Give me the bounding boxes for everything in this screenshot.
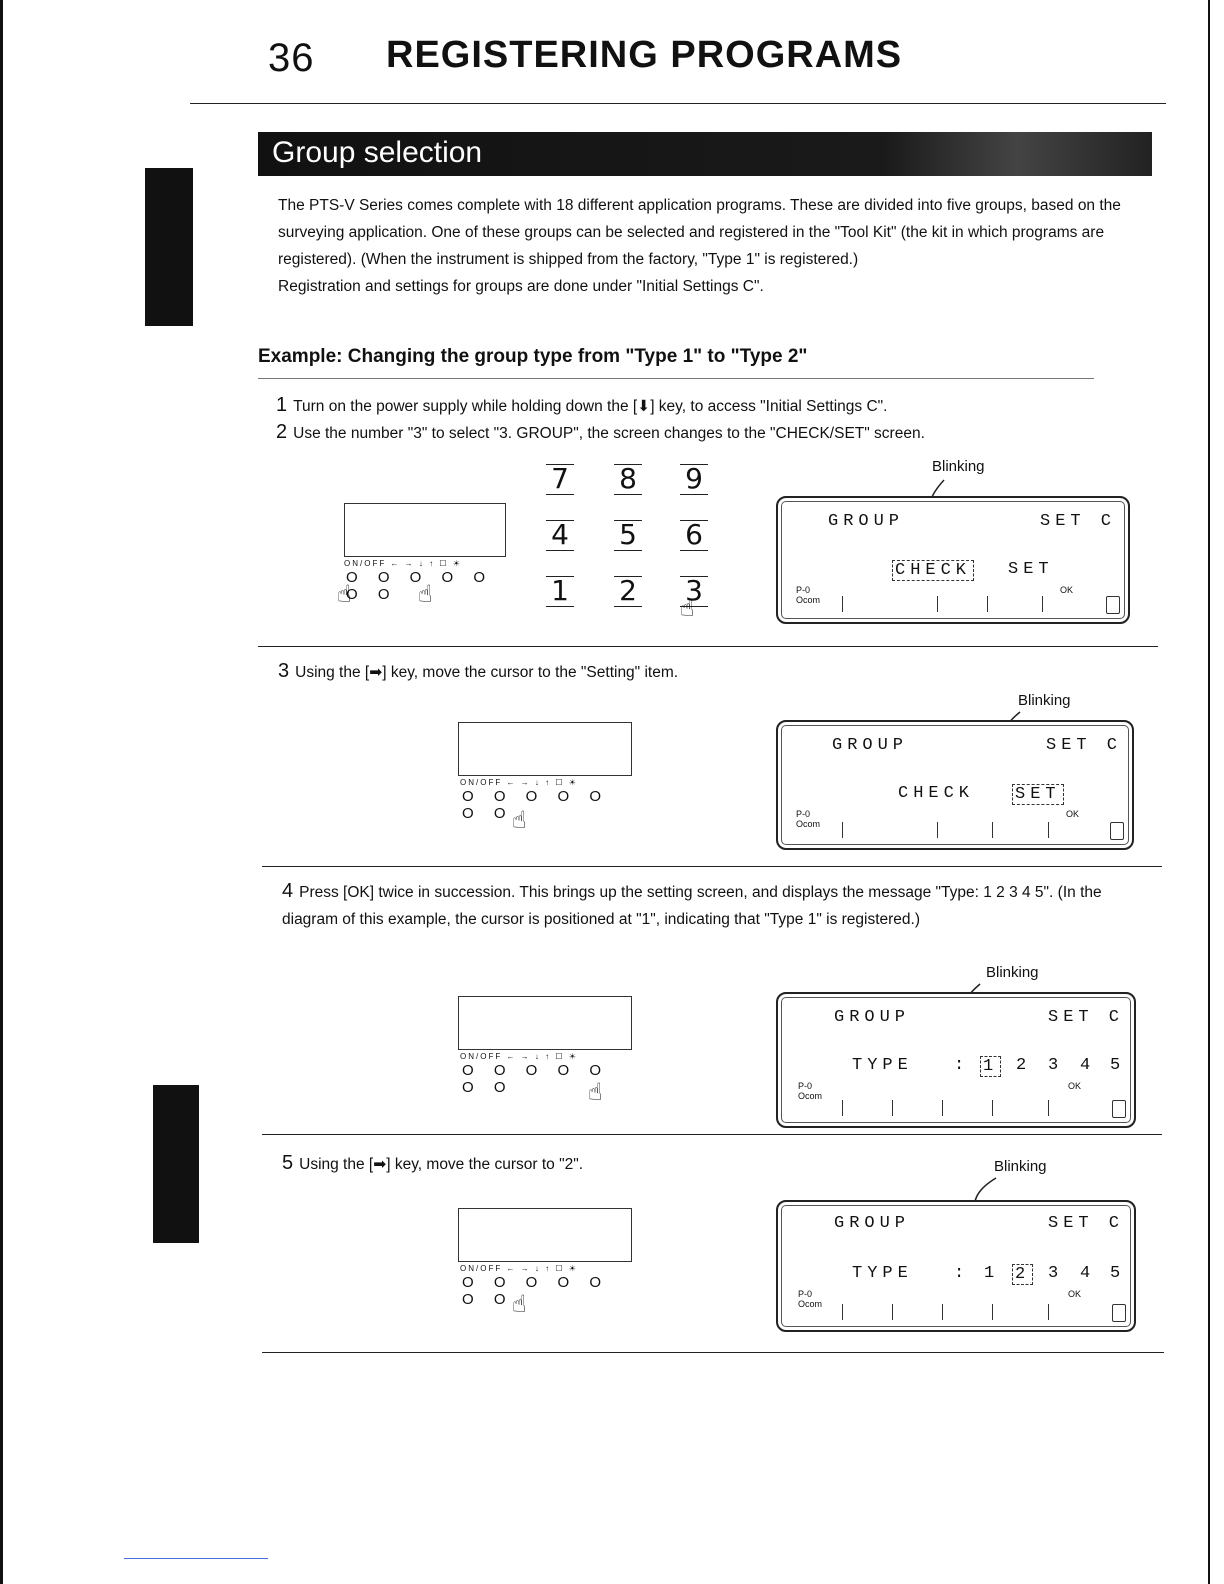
header-rule [190,103,1166,104]
step-1 [276,392,1156,420]
lcd-ocom: Ocom [796,819,821,829]
lcd-type-option-1-cursor: 1 [980,1056,1001,1077]
step-4 [282,878,1144,933]
intro-text [278,192,1144,300]
lcd-softkey-dividers [842,594,1058,612]
example-rule [258,378,1094,379]
lcd-ok: OK [1066,809,1080,819]
section-title: Group selection [272,136,483,169]
lcd-softkey-dividers [842,820,1062,838]
instrument-buttons: O O O O O O O [346,569,494,603]
step-number: 3 [278,660,290,682]
lcd-type-option-4: 4 [1080,1056,1096,1075]
page-number: 36 [268,36,315,80]
lcd-type-option-3: 3 [1048,1056,1064,1075]
lcd-ocom: Ocom [798,1299,823,1309]
lcd-p0: P-0 [796,809,811,819]
step-text: Using the [➡] key, move the cursor to the "Setting" item. [295,664,679,681]
intro-paragraph: The PTS-V Series comes complete with 18 different application programs. These are divided into five groups, based on the surveying application. One of these groups can be selected and registered in the "Tool Kit" (the kit in which programs are registered). (When the instrument is shipped from the factory, "Type 1" is registered.) [278,197,1121,268]
instrument-sketch [456,1200,636,1308]
instrument-key-labels: ON/OFF ← → ↓ ↑ ☐ ☀ [460,778,578,787]
instrument-screen [458,1208,632,1262]
lcd-screen-check-set [776,496,1130,624]
lcd-p0: P-0 [798,1289,813,1299]
divider [258,646,1158,647]
lcd-type-option-4: 4 [1080,1264,1096,1283]
instrument-key-labels: ON/OFF ← → ↓ ↑ ☐ ☀ [344,559,462,568]
memo-icon [1112,1304,1126,1322]
lcd-set: SET [1008,560,1054,579]
step-number: 1 [276,394,288,416]
lcd-set-c: SET C [1046,736,1123,755]
lcd-group: GROUP [832,736,909,755]
lcd-ok: OK [1068,1081,1082,1091]
instrument-screen [458,722,632,776]
lcd-check: CHECK [898,784,975,803]
lcd-type-option-5: 5 [1110,1056,1126,1075]
lcd-softkey-dividers [842,1098,1064,1116]
hand-pointer-icon: ☝ [680,595,695,622]
page-left-edge [0,0,3,1584]
lcd-set-c: SET C [1048,1008,1125,1027]
instrument-buttons: O O O O O O O [462,788,610,822]
lcd-screen-type-1 [776,992,1136,1128]
divider [262,866,1162,867]
instrument-sketch [456,992,636,1096]
lcd-colon: : [954,1056,970,1075]
lcd-colon: : [954,1264,970,1283]
step-3 [278,658,1158,686]
lcd-type-option-5: 5 [1110,1264,1126,1283]
blinking-label: Blinking [986,964,1039,981]
key-9: 9 [674,462,714,495]
lcd-type: TYPE [852,1264,913,1283]
blinking-label: Blinking [1018,692,1071,709]
lcd-ocom: Ocom [798,1091,823,1101]
lcd-ocom: Ocom [796,595,821,605]
step-number: 4 [282,880,294,902]
page-title: REGISTERING PROGRAMS [386,34,903,76]
lcd-type-option-1: 1 [984,1264,1000,1283]
lcd-group: GROUP [834,1008,911,1027]
instrument-buttons: O O O O O O O [462,1062,610,1096]
divider [262,1134,1162,1135]
lcd-set-cursor: SET [1012,784,1064,805]
lcd-p0: P-0 [798,1081,813,1091]
lcd-p0: P-0 [796,585,811,595]
lcd-check-cursor: CHECK [892,560,974,581]
lcd-ok: OK [1060,585,1074,595]
hand-pointer-icon: ☝ [418,581,433,608]
key-3: 3 [674,574,714,607]
step-number: 2 [276,421,288,443]
key-4: 4 [540,518,580,551]
hand-pointer-icon: ☝ [512,1291,527,1318]
lcd-group: GROUP [834,1214,911,1233]
hand-pointer-icon: ☝ [588,1079,603,1106]
key-7: 7 [540,462,580,495]
instrument-key-labels: ON/OFF ← → ↓ ↑ ☐ ☀ [460,1052,578,1061]
step-2 [276,419,1156,447]
side-tab-bottom [153,1085,199,1243]
key-6: 6 [674,518,714,551]
lcd-type: TYPE [852,1056,913,1075]
step-text: Press [OK] twice in succession. This brings up the setting screen, and displays the message "Type: 1 2 3 4 5". (In the diagram of this example, the cursor is positioned at "1", indicating that "Type 1" is registered.) [282,884,1102,928]
key-2: 2 [608,574,648,607]
key-5: 5 [608,518,648,551]
lcd-type-option-3: 3 [1048,1264,1064,1283]
lcd-type-option-2-cursor: 2 [1012,1264,1033,1285]
divider [262,1352,1164,1353]
instrument-screen [458,996,632,1050]
intro-paragraph: Registration and settings for groups are done under "Initial Settings C". [278,278,764,295]
instrument-sketch [456,718,636,822]
key-1: 1 [540,574,580,607]
blinking-label: Blinking [932,458,985,475]
example-heading: Example: Changing the group type from "Type 1" to "Type 2" [258,346,808,367]
lcd-softkey-dividers [842,1302,1064,1320]
page-right-edge [1208,0,1210,1584]
memo-icon [1106,596,1120,614]
lcd-screen-type-2 [776,1200,1136,1332]
lcd-set-c: SET C [1048,1214,1125,1233]
instrument-key-labels: ON/OFF ← → ↓ ↑ ☐ ☀ [460,1264,578,1273]
lcd-set-c: SET C [1040,512,1117,531]
step-number: 5 [282,1152,294,1174]
step-text: Using the [➡] key, move the cursor to "2". [299,1156,583,1173]
hand-pointer-icon: ☝ [337,581,352,608]
side-tab-top [145,168,193,326]
blinking-label: Blinking [994,1158,1047,1175]
hand-pointer-icon: ☝ [512,807,527,834]
instrument-screen [344,503,506,557]
instrument-buttons: O O O O O O O [462,1274,610,1308]
key-8: 8 [608,462,648,495]
memo-icon [1112,1100,1126,1118]
lcd-group: GROUP [828,512,905,531]
step-text: Turn on the power supply while holding down the [⬇] key, to access "Initial Settings C". [293,398,888,415]
footer-link-line [124,1558,268,1559]
lcd-screen-set-cursor [776,720,1134,850]
lcd-ok: OK [1068,1289,1082,1299]
memo-icon [1110,822,1124,840]
step-text: Use the number "3" to select "3. GROUP", the screen changes to the "CHECK/SET" screen. [293,425,925,442]
lcd-type-option-2: 2 [1016,1056,1032,1075]
